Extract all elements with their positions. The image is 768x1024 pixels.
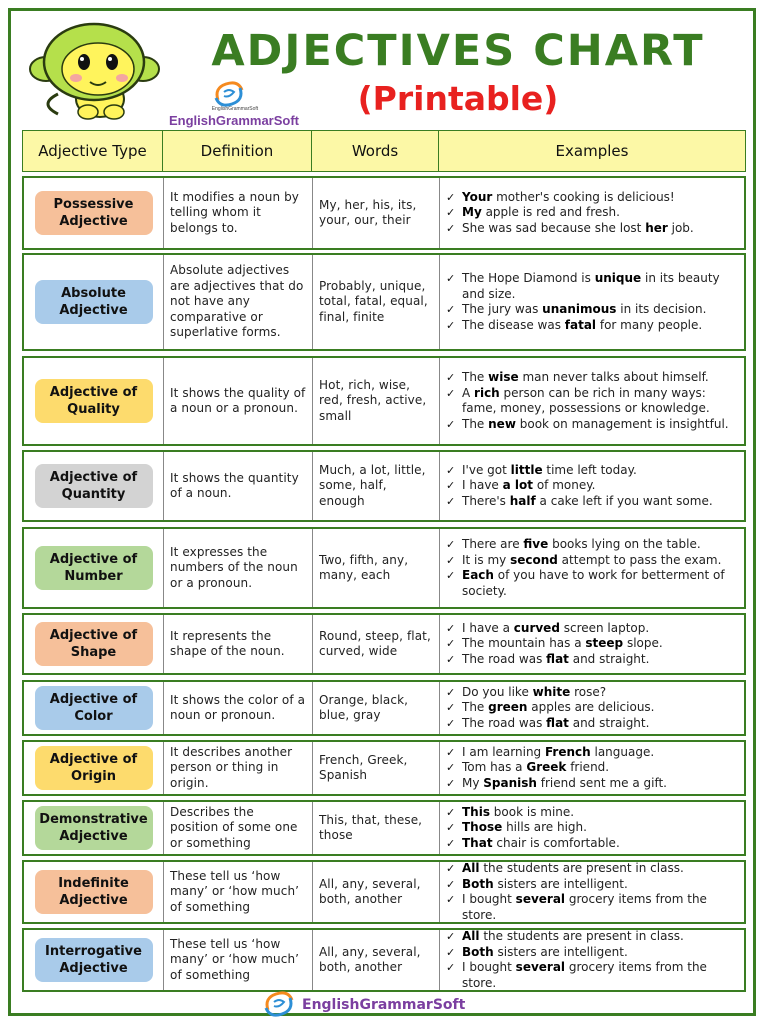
examples-list xyxy=(444,463,740,510)
monkey-mascot-icon xyxy=(18,14,163,122)
adjective-type-badge: Possessive Adjective xyxy=(35,191,153,235)
checkmark-icon: ✓ xyxy=(446,621,456,635)
examples-list xyxy=(444,861,740,923)
example-item: ✓ The disease was fatal for many people. xyxy=(446,317,703,332)
examples-cell xyxy=(440,358,744,444)
examples-cell xyxy=(440,682,744,734)
words-cell xyxy=(313,178,440,248)
example-item: ✓ There are five books lying on the table. xyxy=(446,537,701,551)
examples-cell xyxy=(440,742,744,794)
adjective-type-badge: Adjective of Shape xyxy=(35,622,153,666)
column-header-definition: Definition xyxy=(163,131,312,171)
example-item: ✓ The mountain has a steep slope. xyxy=(446,636,663,651)
example-item: ✓ The road was flat and straight. xyxy=(446,651,650,666)
examples-list xyxy=(444,745,740,792)
definition-cell xyxy=(164,742,313,794)
checkmark-icon: ✓ xyxy=(446,930,456,943)
examples-cell xyxy=(440,615,744,673)
definition-text: It describes another person or thing in origin. xyxy=(170,744,293,790)
definition-text: It shows the color of a noun or pronoun. xyxy=(170,692,306,722)
column-header-type: Adjective Type xyxy=(23,131,163,171)
definition-cell xyxy=(164,255,313,349)
adjective-type-badge: Indefinite Adjective xyxy=(35,870,153,914)
adjective-type-cell xyxy=(24,862,164,922)
checkmark-icon: ✓ xyxy=(446,494,456,508)
example-item: ✓ I bought several grocery items from the store. xyxy=(446,892,707,922)
words-cell xyxy=(313,255,440,349)
checkmark-icon: ✓ xyxy=(446,945,456,959)
checkmark-icon: ✓ xyxy=(446,716,456,730)
definition-text: These tell us ‘how many’ or ‘how much’ of something xyxy=(170,868,300,914)
example-item: ✓ The road was flat and straight. xyxy=(446,715,650,730)
example-item: ✓ The new book on management is insightful. xyxy=(446,416,729,431)
examples-list xyxy=(444,537,740,599)
table-row xyxy=(22,356,746,446)
table-header xyxy=(22,130,746,172)
words-cell xyxy=(313,930,440,990)
example-item: ✓ My apple is red and fresh. xyxy=(446,205,620,220)
adjective-type-cell xyxy=(24,178,164,248)
words-text: This, that, these, those xyxy=(319,812,423,842)
words-text: All, any, several, both, another xyxy=(319,944,421,974)
example-item: ✓ Tom has a Greek friend. xyxy=(446,760,610,775)
checkmark-icon: ✓ xyxy=(446,190,456,204)
checkmark-icon: ✓ xyxy=(446,805,456,819)
checkmark-icon: ✓ xyxy=(446,206,456,220)
words-text: Two, fifth, any, many, each xyxy=(319,552,409,582)
adjective-type-badge: Demonstrative Adjective xyxy=(35,806,153,850)
definition-text: It represents the shape of the noun. xyxy=(170,628,285,658)
checkmark-icon: ✓ xyxy=(446,821,456,835)
words-cell xyxy=(313,682,440,734)
adjective-type-cell xyxy=(24,255,164,349)
example-item: ✓ Each of you have to work for betterment of society. xyxy=(446,568,725,598)
definition-cell xyxy=(164,802,313,854)
words-cell xyxy=(313,802,440,854)
words-text: All, any, several, both, another xyxy=(319,876,421,906)
example-item: ✓ The green apples are delicious. xyxy=(446,700,655,715)
checkmark-icon: ✓ xyxy=(446,417,456,431)
definition-text: Absolute adjectives are adjectives that do not have any comparative or superlative forms. xyxy=(170,263,304,340)
example-item: ✓ I have a lot of money. xyxy=(446,478,596,493)
examples-cell xyxy=(440,862,744,922)
example-item: ✓ The Hope Diamond is unique in its beauty and size. xyxy=(446,271,720,301)
words-text: My, her, his, its, your, our, their xyxy=(319,197,417,227)
checkmark-icon: ✓ xyxy=(446,463,456,477)
examples-list xyxy=(444,621,740,668)
examples-cell xyxy=(440,178,744,248)
example-item: ✓ Both sisters are intelligent. xyxy=(446,876,628,891)
words-text: Orange, black, blue, gray xyxy=(319,692,409,722)
brand-name: EnglishGrammarSoft xyxy=(168,113,300,128)
examples-list xyxy=(444,685,740,732)
checkmark-icon: ✓ xyxy=(446,553,456,567)
adjective-type-cell xyxy=(24,930,164,990)
table-row xyxy=(22,800,746,856)
examples-cell xyxy=(440,452,744,520)
adjective-type-badge: Absolute Adjective xyxy=(35,280,153,324)
definition-text: It shows the quantity of a noun. xyxy=(170,470,299,500)
checkmark-icon: ✓ xyxy=(446,221,456,235)
definition-text: Describes the position of some one or something xyxy=(170,804,298,850)
example-item: ✓ The wise man never talks about himself. xyxy=(446,370,709,384)
brand-logo-icon xyxy=(262,990,296,1018)
table-row xyxy=(22,450,746,522)
brand-logo-caption: EnglishGrammarSoft xyxy=(211,106,259,112)
example-item: ✓ The jury was unanimous in its decision. xyxy=(446,302,707,316)
table-row xyxy=(22,928,746,992)
examples-cell xyxy=(440,529,744,607)
footer-brand-name: EnglishGrammarSoft xyxy=(302,997,466,1013)
checkmark-icon: ✓ xyxy=(446,685,456,699)
checkmark-icon: ✓ xyxy=(446,386,456,400)
example-item: ✓ I am learning French language. xyxy=(446,744,655,759)
page-subtitle: (Printable) xyxy=(357,79,559,118)
examples-cell xyxy=(440,802,744,854)
words-cell xyxy=(313,742,440,794)
table-row xyxy=(22,527,746,609)
adjective-type-cell xyxy=(24,358,164,444)
adjective-type-cell xyxy=(24,529,164,607)
table-row xyxy=(22,253,746,351)
words-text: Hot, rich, wise, red, fresh, active, small xyxy=(319,377,427,423)
words-text: French, Greek, Spanish xyxy=(319,752,408,782)
checkmark-icon: ✓ xyxy=(446,893,456,906)
examples-cell xyxy=(440,930,744,990)
adjective-type-badge: Adjective of Color xyxy=(35,686,153,730)
brand-header xyxy=(160,80,308,130)
definition-text: It shows the quality of a noun or a pronoun. xyxy=(170,385,306,415)
definition-cell xyxy=(164,862,313,922)
examples-list xyxy=(444,805,740,852)
words-text: Much, a lot, little, some, half, enough xyxy=(319,462,426,508)
checkmark-icon: ✓ xyxy=(446,569,456,582)
table-row xyxy=(22,860,746,924)
checkmark-icon: ✓ xyxy=(446,877,456,891)
table-row xyxy=(22,613,746,675)
checkmark-icon: ✓ xyxy=(446,538,456,551)
example-item: ✓ This book is mine. xyxy=(446,804,575,819)
example-item: ✓ Both sisters are intelligent. xyxy=(446,944,628,959)
adjective-type-cell xyxy=(24,802,164,854)
example-item: ✓ All the students are present in class. xyxy=(446,861,684,875)
adjective-type-badge: Adjective of Quality xyxy=(35,379,153,423)
words-text: Probably, unique, total, fatal, equal, final, finite xyxy=(319,278,428,324)
column-header-words: Words xyxy=(312,131,439,171)
example-item: ✓ Those hills are high. xyxy=(446,820,587,835)
checkmark-icon: ✓ xyxy=(446,637,456,651)
adjective-type-badge: Adjective of Quantity xyxy=(35,464,153,508)
adjective-type-badge: Interrogative Adjective xyxy=(35,938,153,982)
adjective-type-badge: Adjective of Origin xyxy=(35,746,153,790)
checkmark-icon: ✓ xyxy=(446,836,456,850)
checkmark-icon: ✓ xyxy=(446,761,456,775)
checkmark-icon: ✓ xyxy=(446,745,456,759)
words-cell xyxy=(313,862,440,922)
checkmark-icon: ✓ xyxy=(446,701,456,715)
definition-text: It expresses the numbers of the noun or a pronoun. xyxy=(170,544,298,590)
adjective-type-cell xyxy=(24,682,164,734)
table-row xyxy=(22,740,746,796)
adjective-type-cell xyxy=(24,452,164,520)
definition-cell xyxy=(164,615,313,673)
examples-list xyxy=(444,190,740,237)
example-item: ✓ I bought several grocery items from the store. xyxy=(446,960,707,990)
definition-text: It modifies a noun by telling whom it belongs to. xyxy=(170,189,300,235)
definition-cell xyxy=(164,682,313,734)
example-item: ✓ There's half a cake left if you want some. xyxy=(446,493,713,508)
definition-cell xyxy=(164,930,313,990)
example-item: ✓ She was sad because she lost her job. xyxy=(446,220,694,235)
example-item: ✓ A rich person can be rich in many ways: fame, money, possessions or knowledge. xyxy=(446,385,710,415)
checkmark-icon: ✓ xyxy=(446,371,456,384)
checkmark-icon: ✓ xyxy=(446,652,456,666)
example-item: ✓ My Spanish friend sent me a gift. xyxy=(446,775,667,790)
page-title: ADJECTIVES CHART xyxy=(211,26,705,76)
brand-logo-icon xyxy=(212,80,246,108)
words-cell xyxy=(313,529,440,607)
checkmark-icon: ✓ xyxy=(446,479,456,493)
example-item: ✓ It is my second attempt to pass the exam. xyxy=(446,552,722,567)
checkmark-icon: ✓ xyxy=(446,961,456,974)
words-cell xyxy=(313,615,440,673)
example-item: ✓ That chair is comfortable. xyxy=(446,835,620,850)
adjective-type-badge: Adjective of Number xyxy=(35,546,153,590)
words-cell xyxy=(313,358,440,444)
words-cell xyxy=(313,452,440,520)
table-row xyxy=(22,680,746,736)
examples-list xyxy=(444,929,740,991)
examples-cell xyxy=(440,255,744,349)
checkmark-icon: ✓ xyxy=(446,862,456,875)
examples-list xyxy=(444,370,740,432)
column-header-examples: Examples xyxy=(555,142,629,160)
definition-cell xyxy=(164,452,313,520)
examples-list xyxy=(444,271,740,333)
checkmark-icon: ✓ xyxy=(446,303,456,316)
definition-cell xyxy=(164,178,313,248)
example-item: ✓ Do you like white rose? xyxy=(446,684,607,699)
example-item: ✓ I have a curved screen laptop. xyxy=(446,620,650,635)
example-item: ✓ I've got little time left today. xyxy=(446,462,637,477)
checkmark-icon: ✓ xyxy=(446,318,456,332)
checkmark-icon: ✓ xyxy=(446,776,456,790)
table-row xyxy=(22,176,746,250)
words-text: Round, steep, flat, curved, wide xyxy=(319,628,431,658)
definition-cell xyxy=(164,358,313,444)
adjective-type-cell xyxy=(24,615,164,673)
example-item: ✓ All the students are present in class. xyxy=(446,929,684,943)
adjective-type-cell xyxy=(24,742,164,794)
checkmark-icon: ✓ xyxy=(446,272,456,285)
definition-text: These tell us ‘how many’ or ‘how much’ of something xyxy=(170,936,300,982)
brand-footer xyxy=(262,990,502,1020)
definition-cell xyxy=(164,529,313,607)
example-item: ✓ Your mother's cooking is delicious! xyxy=(446,189,675,204)
